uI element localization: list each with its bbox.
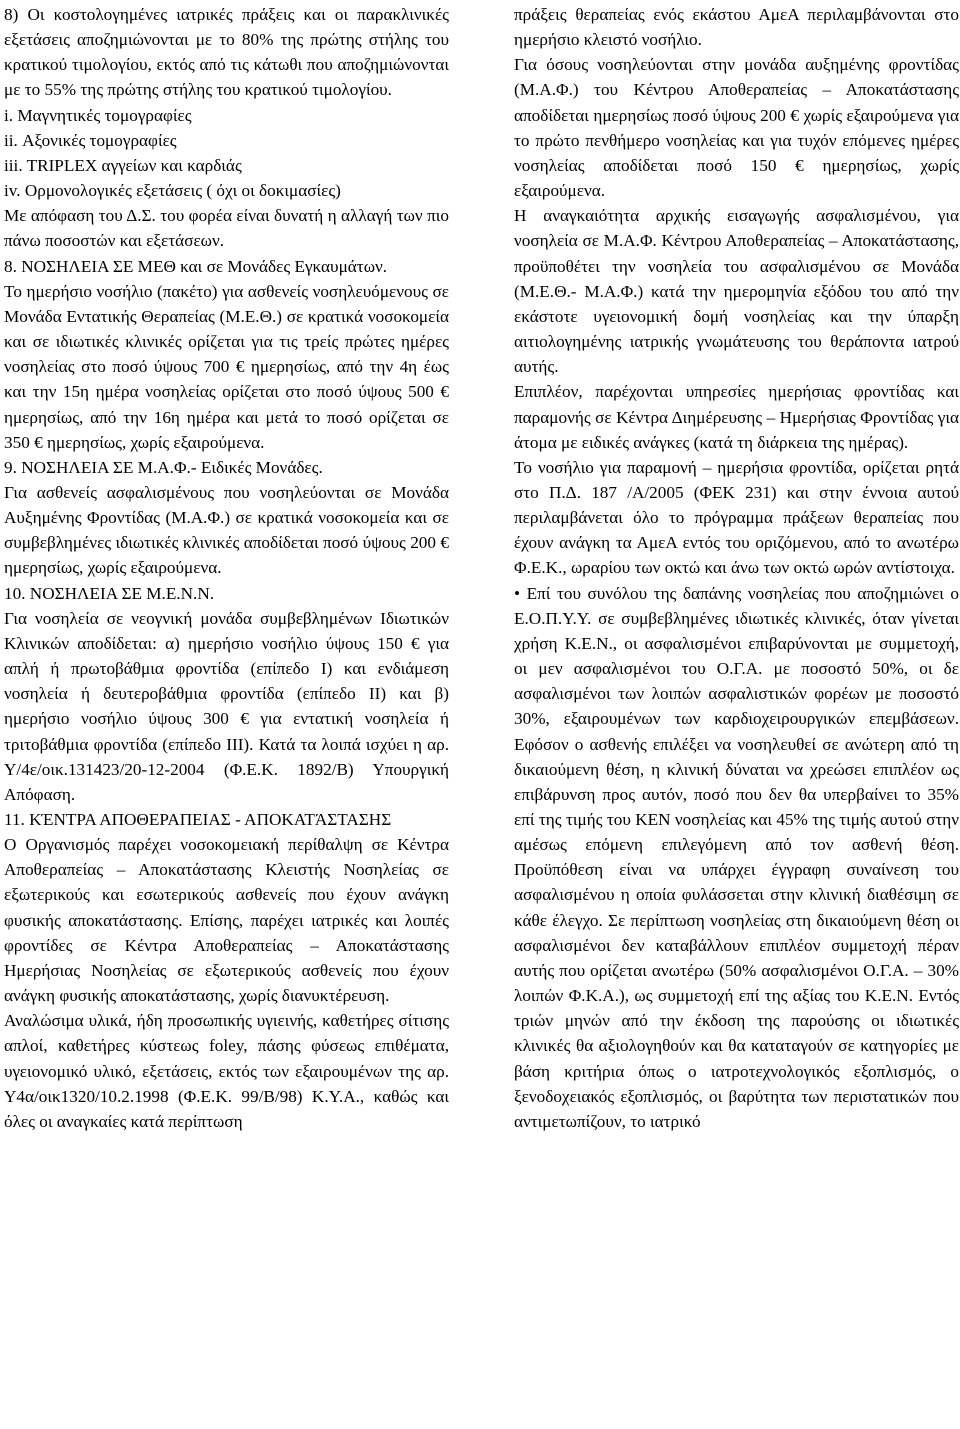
list-item-mri: i. Μαγνητικές τομογραφίες [4,105,192,125]
paragraph-percentages-intro: 8) Οι κοστολογημένες ιατρικές πράξεις και οι παρακλινικές εξετάσεις αποζημιώνονται με το 80% της πρώτης στήλης του κρατικού τιμολογίου, εκτός από τις κάτωθι που αποζημιώνονται με το 55% της πρώτης στήλης του κρατικού τιμολογίου. [4,5,449,100]
bullet-ken-participation: • Επί του συνόλου της δαπάνης νοσηλείας που αποζημιώνει ο Ε.Ο.Π.Υ.Υ. σε συμβεβλημένες ιδιωτικές κλινικές, όταν γίνεται χρήση Κ.Ε.Ν., οι ασφαλισμένοι επιβαρύνονται με συμμετοχή, οι μεν ασφαλισμένοι του Ο.Γ.Α. με ποσοστό 50%, οι δε ασφαλισμένοι των λοιπών ασφαλιστικών φορέων με ποσοστό 30%, εξαιρουμένων των καρδιοχειρουργικών επεμβάσεων. Εφόσον ο ασθενής επιλέξει να νοσηλευθεί σε ανώτερη από τη δικαιούμενη θέση, η κλινική δύναται να χρεώσει επιπλέον ως επιβάρυνση προς αυτόν, ποσό που δεν θα υπερβαίνει το 35% επί της τιμής του ΚΕΝ νοσηλείας και 45% της τιμής αυτού στην αμέσως επόμενη επιλεγόμενη από τον ασθενή θέση. Προϋπόθεση είναι να υπάρχει έγγραφη συναίνεση του ασφαλισμένου η οποία φυλάσσεται στην κλινική διαθέσιμη σε κάθε έλεγχο. Σε περίπτωση νοσηλείας στη δικαιούμενη θέση οι ασφαλισμένοι δεν καταβάλλουν επιπλέον συμμετοχή πέραν αυτής που ορίζεται ανωτέρω (50% ασφαλισμένοι Ο.Γ.Α. – 30% λοιπών Φ.Κ.Α.), ως συμμετοχή επί της αξίας του Κ.Ε.Ν. Εντός τριών μηνών από την έκδοση της παρούσης οι ιδιωτικές κλινικές θα αξιολογηθούν και θα καταταγούν σε κατηγορίες με βάση κριτήρια όπως ο ιατροτεχνολογικός εξοπλισμός, ο ξενοδοχειακός εξοπλισμός, οι βαρύτητα των περιστατικών που αντιμετωπίζουν, το ιατρικό [514,583,959,1131]
section-heading-maf: 9. ΝΟΣΗΛΕΙΑ ΣΕ Μ.Α.Φ.- Ειδικές Μονάδες. [4,457,323,477]
list-item-hormonal: iv. Ορμονολογικές εξετάσεις ( όχι οι δοκιμασίες) [4,181,341,201]
list-item-triplex: iii. TRIPLEX αγγείων και καρδιάς [4,155,242,175]
section-heading-menn: 10. ΝΟΣΗΛΕΙΑ ΣΕ Μ.Ε.Ν.Ν. [4,583,215,603]
section-heading-icu: 8. ΝΟΣΗΛΕΙΑ ΣΕ ΜΕΘ και σε Μονάδες Εγκαυμάτων. [4,256,388,276]
section-heading-rehab: 11. ΚΈΝΤΡΑ ΑΠΟΘΕΡΑΠΕΙΑΣ - ΑΠΟΚΑΤΆΣΤΑΣΗΣ [4,810,392,829]
paragraph-therapy-acts: πράξεις θεραπείας ενός εκάστου ΑμεΑ περιλαμβάνονται στο ημερήσιο κλειστό νοσήλιο. [514,5,959,50]
paragraph-maf-fees: Για ασθενείς ασφαλισμένους που νοσηλεύονται σε Μονάδα Αυξημένης Φροντίδας (Μ.Α.Φ.) σε κρατικά νοσοκομεία και σε συμβεβλημένες ιδιωτικές κλινικές αποδίδεται ποσό ύψους 200 € ημερησίως, χωρίς εξαιρούμενα. [4,482,449,578]
paragraph-rehab-care: Ο Οργανισμός παρέχει νοσοκομειακή περίθαλψη σε Κέντρα Αποθεραπείας – Αποκατάστασης Κλειστής Νοσηλείας σε εξωτερικούς και εσωτερικούς ασθενείς που έχουν ανάγκη φυσικής αποκατάστασης. Επίσης, παρέχει ιατρικές και λοιπές φροντίδες σε Κέντρα Αποθεραπείας – Αποκατάστασης Ημερήσιας Νοσηλείας σε εξωτερικούς ασθενείς που έχουν ανάγκη φυσικής αποκατάστασης, χωρίς διανυκτέρευση. [4,835,449,1006]
paragraph-day-care-services: Επιπλέον, παρέχονται υπηρεσίες ημερήσιας φροντίδας και παραμονής σε Κέντρα Διημέρευσης – Ημερήσιας Φροντίδας για άτομα με ειδικές ανάγκες (κατά τη διάρκεια της ημέρας). [514,382,959,452]
paragraph-day-care-fee: Το νοσήλιο για παραμονή – ημερήσια φροντίδα, ορίζεται ρητά στο Π.Δ. 187 /Α/2005 (ΦΕΚ 231) και στην έννοια αυτού περιλαμβάνεται όλο το πρόγραμμα πράξεων θεραπείας που έχουν ανάγκη τα ΑμεΑ εντός του οριζόμενου, από το ανωτέρω Φ.Ε.Κ., ωραρίου των οκτώ και άνω των οκτώ ωρών αντίστοιχα. [514,457,959,578]
paragraph-admission-requirement: Η αναγκαιότητα αρχικής εισαγωγής ασφαλισμένου, για νοσηλεία σε Μ.Α.Φ. Κέντρου Αποθεραπείας – Αποκατάστασης, προϋποθέτει την νοσηλεία του ασφαλισμένου σε Μονάδα (Μ.Ε.Θ.- Μ.Α.Φ.) κατά την ημερομηνία εξόδου του από την εκάστοτε υγειονομική δομή νοσηλείας και την ύπαρξη αιτιολογημένης ιατρικής γνωμάτευσης του θεράποντα ιατρού αυτής. [514,206,959,377]
paragraph-icu-fees: Το ημερήσιο νοσήλιο (πακέτο) για ασθενείς νοσηλευόμενους σε Μονάδα Εντατικής Θεραπείας (Μ.Ε.Θ.) σε κρατικά νοσοκομεία και σε ιδιωτικές κλινικές ορίζεται για τις τρείς πρώτες ημέρες νοσηλείας στο ποσό ύψους 700 € ημερησίως, από την 4η έως και την 15η ημέρα νοσηλείας ορίζεται στο ποσό ύψους 500 € ημερησίως, από την 16η ημέρα και μετά το ποσό ορίζεται σε 350 € ημερησίως, χωρίς εξαιρούμενα. [4,281,449,452]
paragraph-board-decision: Με απόφαση του Δ.Σ. του φορέα είναι δυνατή η αλλαγή των πιο πάνω ποσοστών και εξετάσεων. [4,206,449,251]
paragraph-consumables: Αναλώσιμα υλικά, ήδη προσωπικής υγιεινής, καθετήρες σίτισης απλοί, καθετήρες κύστεως foley, πάσης φύσεως επιθέματα, υγειονομικό υλικό, εξετάσεις, εκτός των εξαιρουμένων της αρ. Υ4α/οικ1320/10.2.1998 (Φ.Ε.Κ. 99/Β/98) Κ.Υ.Α., καθώς και όλες οι αναγκαίες κατά περίπτωση [4,1011,449,1131]
paragraph-neonatal-fees: Για νοσηλεία σε νεογνική μονάδα συμβεβλημένων Ιδιωτικών Κλινικών αποδίδεται: α) ημερήσιο νοσήλιο ύψους 150 € για απλή ή πρωτοβάθμια φροντίδα (επίπεδο Ι) και ενδιάμεση νοσηλεία ή δευτεροβάθμια φροντίδα (επίπεδο ΙΙ) και β) ημερήσιο νοσήλιο ύψους 300 € για εντατική νοσηλεία ή τριτοβάθμια φροντίδα (επίπεδο ΙΙΙ). Κατά τα λοιπά ισχύει η αρ. Υ/4ε/οικ.131423/20-12-2004 (Φ.Ε.Κ. 1892/Β) Υπουργική Απόφαση. [4,608,449,804]
paragraph-maf-rehab-fees: Για όσους νοσηλεύονται στην μονάδα αυξημένης φροντίδας (Μ.Α.Φ.) του Κέντρου Αποθεραπείας – Αποκατάστασης αποδίδεται ημερησίως ποσό ύψους 200 € χωρίς εξαιρούμενα για το πρώτο πενθήμερο νοσηλείας και για τυχόν επόμενες ημέρες νοσηλείας αποδίδεται ποσό 150 € ημερησίως, χωρίς εξαιρούμενα. [514,55,959,201]
right-column [514,2,959,1134]
left-column [4,2,449,1134]
list-item-ct: ii. Αξονικές τομογραφίες [4,130,177,150]
